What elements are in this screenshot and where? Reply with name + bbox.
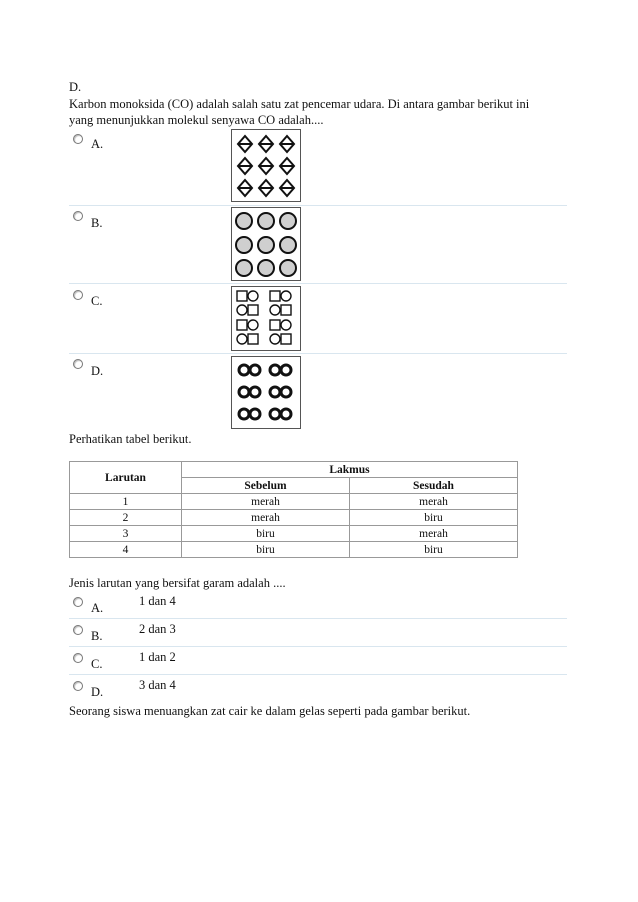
double-circle-molecules-image	[232, 357, 300, 428]
q1-option-a-figure	[231, 129, 301, 202]
q1-option-a-label: A.	[91, 137, 104, 151]
single-circle-atoms-image	[232, 208, 300, 280]
header-sesudah: Sesudah	[350, 478, 518, 494]
table-row	[70, 542, 518, 558]
cell-sesudah: biru	[350, 542, 518, 558]
cell-sesudah: merah	[350, 526, 518, 542]
lakmus-table-container	[69, 461, 518, 558]
header-larutan: Larutan	[70, 462, 182, 494]
q2-option-d-label: D.	[91, 685, 104, 699]
q2-option-c-label: C.	[91, 657, 103, 671]
table-row	[70, 526, 518, 542]
q1-option-c-figure	[231, 286, 301, 351]
cell-no: 1	[70, 494, 182, 510]
lakmus-table	[69, 461, 518, 558]
q1-option-c-label: C.	[91, 294, 103, 308]
q1-option-d-figure	[231, 356, 301, 429]
cell-no: 3	[70, 526, 182, 542]
q1-option-c-radio[interactable]	[73, 290, 83, 300]
q2-option-b-radio[interactable]	[73, 625, 83, 635]
previous-answer-label: D.	[69, 80, 82, 94]
q1-text-line2: yang menunjukkan molekul senyawa CO adalah....	[69, 113, 324, 127]
cell-sebelum: biru	[182, 526, 350, 542]
divider	[69, 646, 567, 647]
q1-option-d-radio[interactable]	[73, 359, 83, 369]
q1-option-b-label: B.	[91, 216, 103, 230]
q3-text: Seorang siswa menuangkan zat cair ke dalam gelas seperti pada gambar berikut.	[69, 704, 471, 718]
q2-option-c-value: 1 dan 2	[139, 650, 176, 664]
table-row	[70, 494, 518, 510]
header-sebelum: Sebelum	[182, 478, 350, 494]
q2-question: Jenis larutan yang bersifat garam adalah ....	[69, 576, 286, 590]
q2-option-a-label: A.	[91, 601, 104, 615]
q1-option-b-radio[interactable]	[73, 211, 83, 221]
q2-option-d-value: 3 dan 4	[139, 678, 176, 692]
q2-option-a-radio[interactable]	[73, 597, 83, 607]
q1-option-a-radio[interactable]	[73, 134, 83, 144]
q2-option-b-label: B.	[91, 629, 103, 643]
cell-sebelum: merah	[182, 494, 350, 510]
divider	[69, 674, 567, 675]
cell-sesudah: biru	[350, 510, 518, 526]
square-circle-molecules-image	[232, 287, 300, 350]
header-lakmus: Lakmus	[182, 462, 518, 478]
q2-intro: Perhatikan tabel berikut.	[69, 432, 192, 446]
table-row	[70, 510, 518, 526]
cell-sebelum: biru	[182, 542, 350, 558]
divider	[69, 205, 567, 206]
q2-option-a-value: 1 dan 4	[139, 594, 176, 608]
q1-text-line1: Karbon monoksida (CO) adalah salah satu zat pencemar udara. Di antara gambar berikut ini	[69, 97, 530, 111]
cell-sesudah: merah	[350, 494, 518, 510]
divider	[69, 283, 567, 284]
cell-sebelum: merah	[182, 510, 350, 526]
q2-option-b-value: 2 dan 3	[139, 622, 176, 636]
cell-no: 2	[70, 510, 182, 526]
q2-option-d-radio[interactable]	[73, 681, 83, 691]
q1-option-d-label: D.	[91, 364, 104, 378]
q2-option-c-radio[interactable]	[73, 653, 83, 663]
divider	[69, 353, 567, 354]
divider	[69, 618, 567, 619]
diamond-molecules-image	[232, 130, 300, 201]
cell-no: 4	[70, 542, 182, 558]
q1-option-b-figure	[231, 207, 301, 281]
